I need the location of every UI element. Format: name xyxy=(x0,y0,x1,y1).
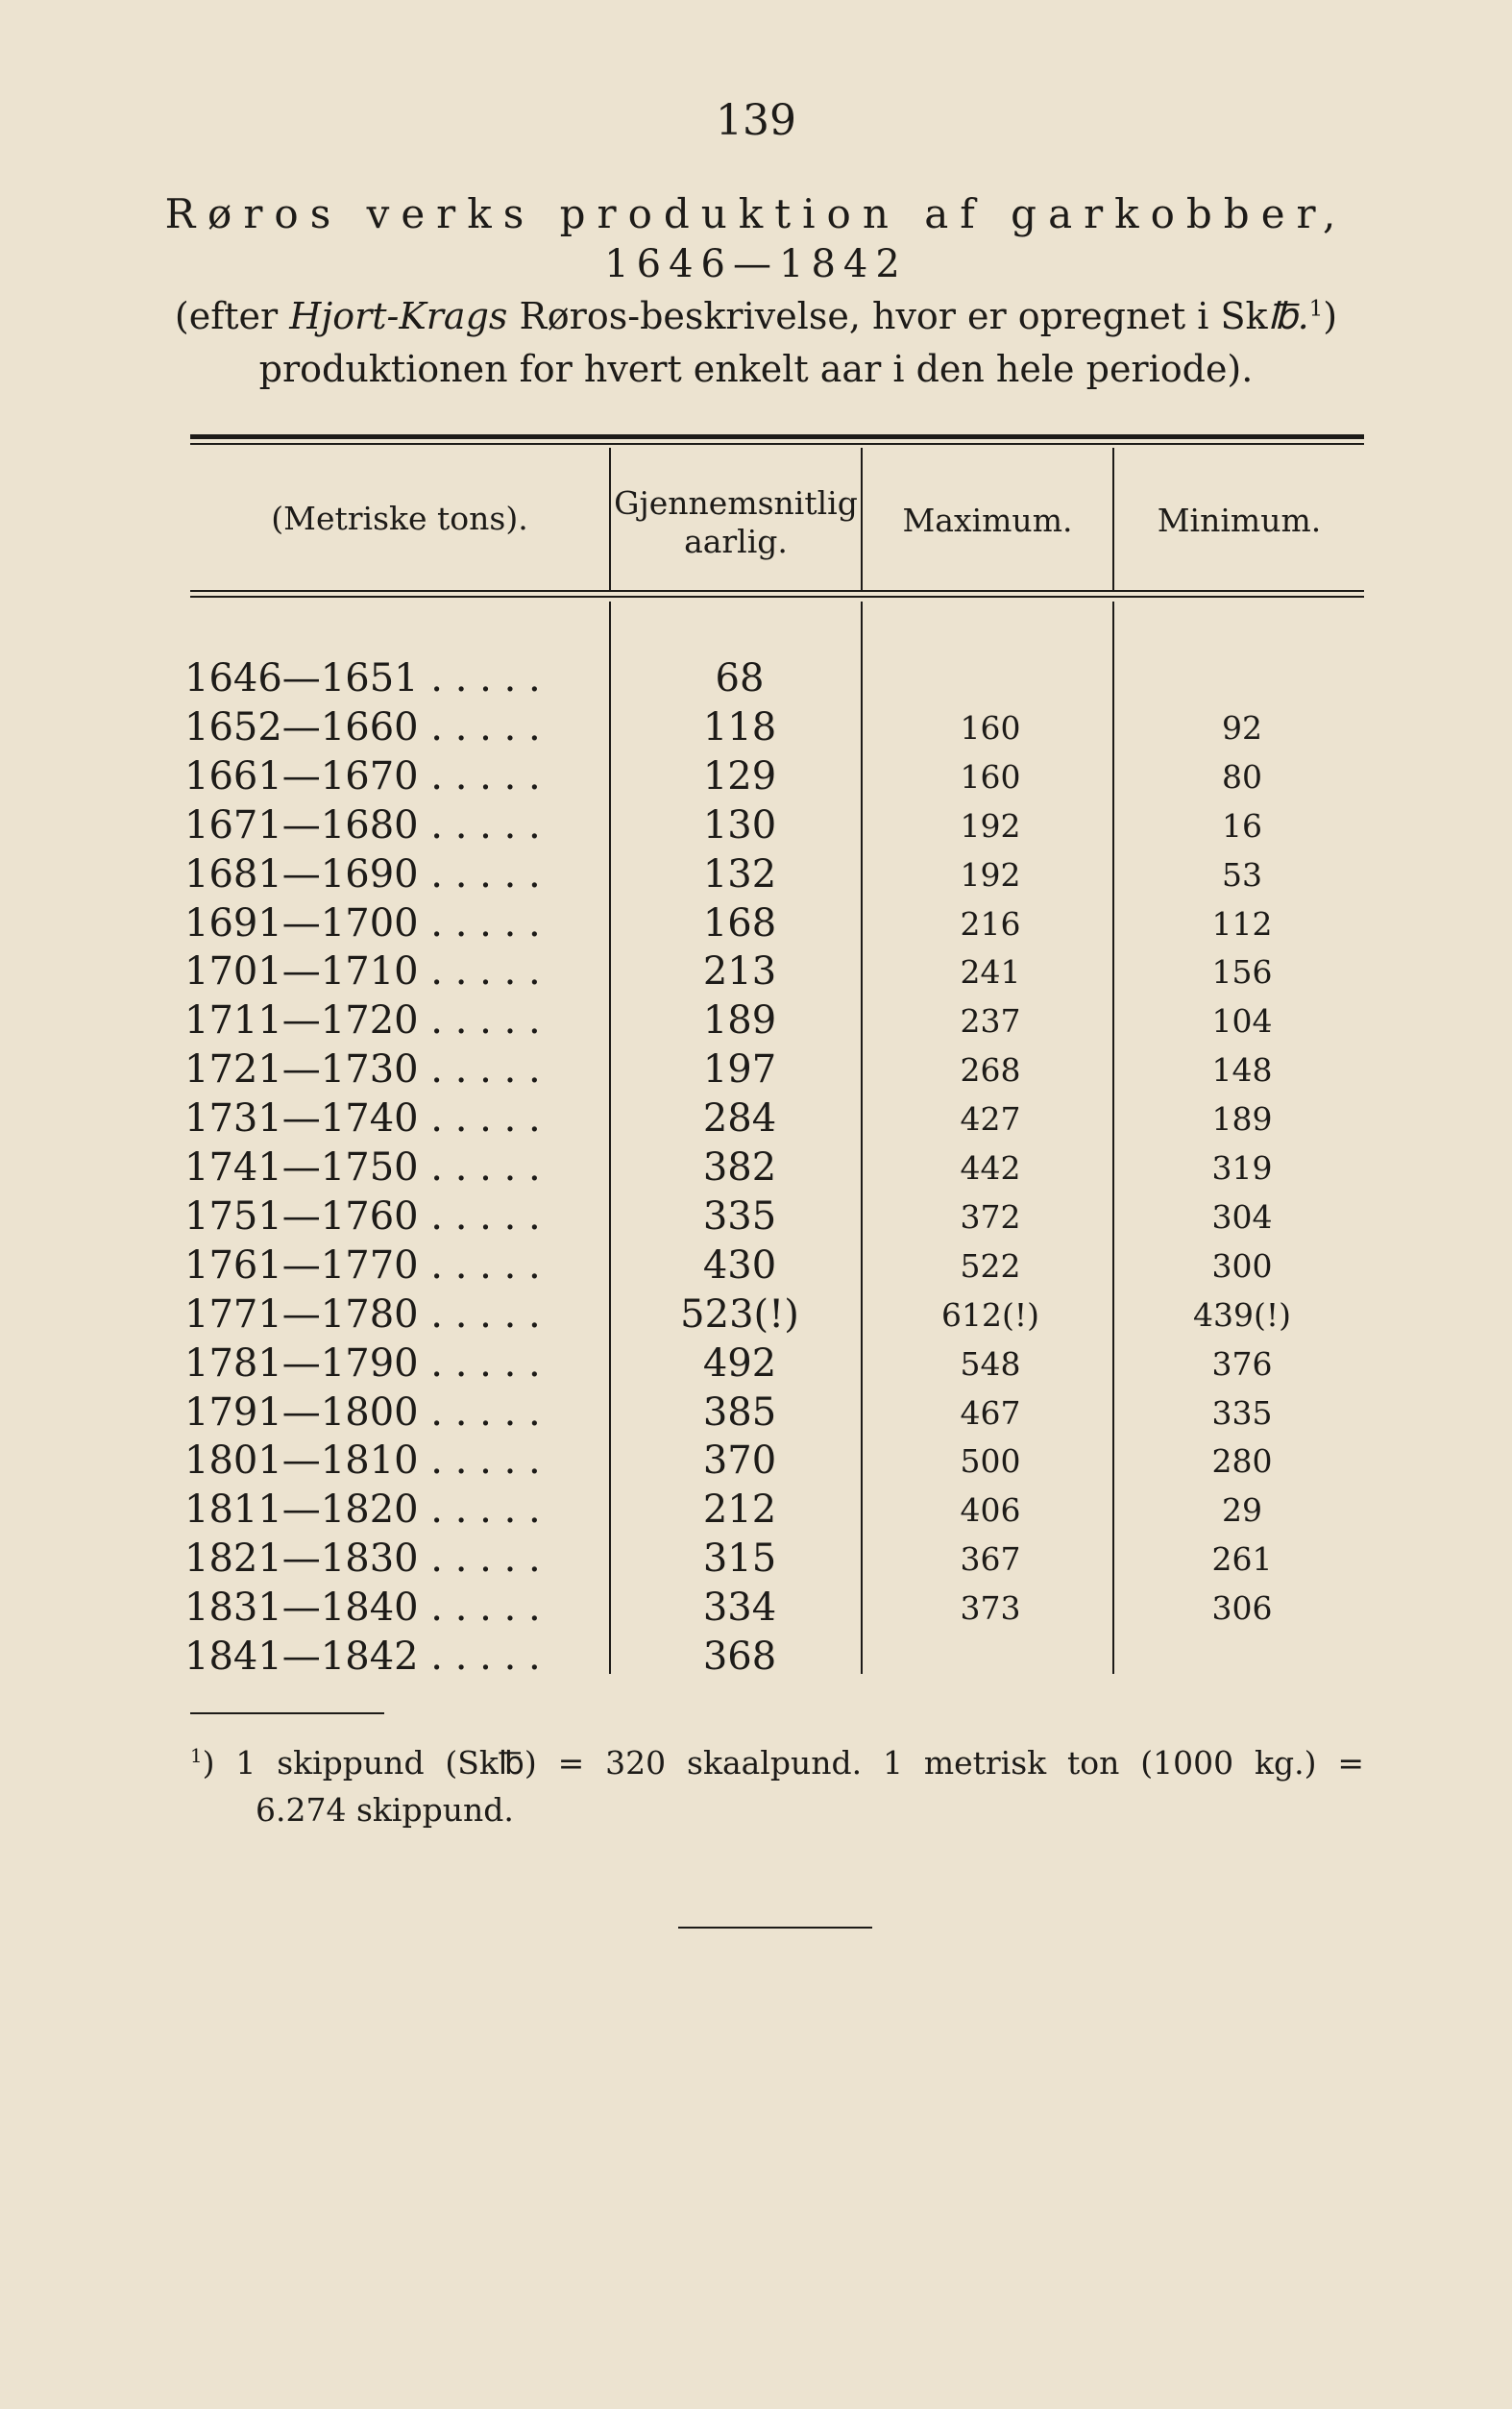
maximum-cell: 192 xyxy=(960,855,1021,894)
table-row xyxy=(0,703,1512,752)
minimum-cell: 300 xyxy=(1211,1246,1273,1285)
average-cell: 118 xyxy=(702,704,777,750)
table-top-rule xyxy=(190,434,1364,439)
table-row xyxy=(0,1389,1512,1438)
average-cell: 212 xyxy=(702,1487,777,1533)
footnote-text-1: ) 1 skippund (Sk℔) = 320 skaalpund. 1 metrisk ton (1000 kg.) = xyxy=(202,1744,1364,1782)
period-cell: 1652—1660 . . . . . xyxy=(184,704,541,750)
average-cell: 168 xyxy=(702,900,777,946)
minimum-cell: 261 xyxy=(1211,1540,1273,1579)
table-row xyxy=(0,801,1512,850)
maximum-cell: 522 xyxy=(960,1246,1021,1285)
period-cell: 1671—1680 . . . . . xyxy=(184,802,541,848)
period-cell: 1741—1750 . . . . . xyxy=(184,1145,541,1190)
average-cell: 197 xyxy=(702,1047,777,1093)
table-row xyxy=(0,1633,1512,1682)
footnote-line-1 xyxy=(190,1744,1364,1782)
average-cell: 334 xyxy=(702,1586,777,1631)
title-line-3-italic: Hjort-Krags xyxy=(289,295,508,337)
table-row xyxy=(0,1486,1512,1535)
table-row xyxy=(0,1094,1512,1143)
period-cell: 1691—1700 . . . . . xyxy=(184,900,541,946)
title-line-3 xyxy=(0,295,1512,337)
period-cell: 1721—1730 . . . . . xyxy=(184,1047,541,1093)
maximum-cell: 406 xyxy=(960,1491,1021,1530)
table-top-rule-thin xyxy=(190,443,1364,445)
maximum-cell: 612(!) xyxy=(941,1295,1039,1334)
minimum-cell: 189 xyxy=(1211,1100,1273,1139)
average-cell: 129 xyxy=(702,753,777,799)
header-unit: (Metriske tons). xyxy=(271,500,528,537)
minimum-cell: 29 xyxy=(1222,1491,1262,1530)
table-row xyxy=(0,1535,1512,1584)
maximum-cell: 237 xyxy=(960,1002,1021,1041)
minimum-cell: 16 xyxy=(1222,806,1262,845)
end-rule xyxy=(678,1927,872,1929)
table-row xyxy=(0,1192,1512,1241)
minimum-cell: 280 xyxy=(1211,1442,1273,1481)
period-cell: 1831—1840 . . . . . xyxy=(184,1586,541,1631)
table-row xyxy=(0,1241,1512,1291)
table-row xyxy=(0,850,1512,899)
average-cell: 68 xyxy=(715,656,765,701)
header-average-line2: aarlig. xyxy=(684,523,788,560)
maximum-cell: 160 xyxy=(960,708,1021,747)
average-cell: 492 xyxy=(702,1340,777,1386)
header-average xyxy=(611,484,861,561)
maximum-cell: 373 xyxy=(960,1589,1021,1628)
header-minimum: Minimum. xyxy=(1157,502,1322,539)
average-cell: 335 xyxy=(702,1193,777,1239)
average-cell: 130 xyxy=(702,802,777,848)
average-cell: 132 xyxy=(702,851,777,897)
minimum-cell: 156 xyxy=(1211,953,1273,992)
average-cell: 382 xyxy=(702,1145,777,1190)
header-bottom-rule-2 xyxy=(190,596,1364,598)
maximum-cell: 268 xyxy=(960,1051,1021,1090)
title-line-3-prefix: (efter xyxy=(174,295,290,337)
maximum-cell: 500 xyxy=(960,1442,1021,1481)
minimum-cell: 104 xyxy=(1211,1002,1273,1041)
maximum-cell: 192 xyxy=(960,806,1021,845)
period-cell: 1701—1710 . . . . . xyxy=(184,949,541,995)
table-row xyxy=(0,996,1512,1045)
period-cell: 1661—1670 . . . . . xyxy=(184,753,541,799)
table-row xyxy=(0,1584,1512,1633)
table-row xyxy=(0,899,1512,948)
period-cell: 1781—1790 . . . . . xyxy=(184,1340,541,1386)
title-line-2: 1646—1842 xyxy=(604,242,908,286)
title-line-3-unit: ℔. xyxy=(1267,295,1309,337)
average-cell: 430 xyxy=(702,1242,777,1288)
maximum-cell: 442 xyxy=(960,1149,1021,1187)
maximum-cell: 367 xyxy=(960,1540,1021,1579)
period-cell: 1761—1770 . . . . . xyxy=(184,1242,541,1288)
maximum-cell: 241 xyxy=(960,953,1021,992)
minimum-cell: 80 xyxy=(1222,757,1262,796)
footnote-marker: 1 xyxy=(190,1745,203,1767)
average-cell: 523(!) xyxy=(680,1291,799,1337)
table-row xyxy=(0,1437,1512,1486)
average-cell: 368 xyxy=(702,1635,777,1679)
minimum-cell: 112 xyxy=(1211,904,1273,943)
maximum-cell: 160 xyxy=(960,757,1021,796)
minimum-cell: 376 xyxy=(1211,1344,1273,1383)
period-cell: 1681—1690 . . . . . xyxy=(184,851,541,897)
average-cell: 315 xyxy=(702,1536,777,1582)
average-cell: 385 xyxy=(702,1389,777,1435)
minimum-cell: 304 xyxy=(1211,1197,1273,1236)
average-cell: 189 xyxy=(702,998,777,1044)
period-cell: 1711—1720 . . . . . xyxy=(184,998,541,1044)
footnote-rule xyxy=(190,1712,384,1714)
minimum-cell: 319 xyxy=(1211,1149,1273,1187)
title-line-1: Røros verks produktion af garkobber, xyxy=(164,190,1348,237)
minimum-cell: 92 xyxy=(1222,708,1262,747)
title-line-4: produktionen for hvert enkelt aar i den hele periode). xyxy=(258,348,1254,390)
minimum-cell: 53 xyxy=(1222,855,1262,894)
footnote-line-2: 6.274 skippund. xyxy=(256,1791,514,1829)
average-cell: 284 xyxy=(702,1096,777,1142)
table-row xyxy=(0,1340,1512,1389)
header-bottom-rule xyxy=(190,590,1364,592)
minimum-cell: 439(!) xyxy=(1193,1295,1291,1334)
maximum-cell: 216 xyxy=(960,904,1021,943)
header-average-line1: Gjennemsnitlig xyxy=(614,484,858,522)
table-row xyxy=(0,1143,1512,1192)
period-cell: 1731—1740 . . . . . xyxy=(184,1096,541,1142)
average-cell: 370 xyxy=(702,1438,777,1484)
period-cell: 1821—1830 . . . . . xyxy=(184,1536,541,1582)
minimum-cell: 148 xyxy=(1211,1051,1273,1090)
maximum-cell: 427 xyxy=(960,1100,1021,1139)
footnote-ref: 1 xyxy=(1308,296,1324,322)
header-maximum: Maximum. xyxy=(902,502,1073,539)
period-cell: 1771—1780 . . . . . xyxy=(184,1291,541,1337)
period-cell: 1791—1800 . . . . . xyxy=(184,1389,541,1435)
page-number: 139 xyxy=(716,96,796,145)
average-cell: 213 xyxy=(702,949,777,995)
maximum-cell: 372 xyxy=(960,1197,1021,1236)
period-cell: 1801—1810 . . . . . xyxy=(184,1438,541,1484)
period-cell: 1811—1820 . . . . . xyxy=(184,1487,541,1533)
title-line-3-rest: Røros-beskrivelse, hvor er opregnet i Sk xyxy=(507,295,1268,337)
table-row xyxy=(0,947,1512,996)
maximum-cell: 467 xyxy=(960,1393,1021,1432)
table-row xyxy=(0,1291,1512,1340)
title-line-3-end: ) xyxy=(1323,295,1338,337)
period-cell: 1646—1651 . . . . . xyxy=(184,656,541,701)
minimum-cell: 335 xyxy=(1211,1393,1273,1432)
period-cell: 1751—1760 . . . . . xyxy=(184,1193,541,1239)
period-cell: 1841—1842 . . . . . xyxy=(184,1635,541,1679)
table-row xyxy=(0,752,1512,801)
table-row xyxy=(0,1045,1512,1094)
minimum-cell: 306 xyxy=(1211,1589,1273,1628)
table-row xyxy=(0,654,1512,703)
maximum-cell: 548 xyxy=(960,1344,1021,1383)
